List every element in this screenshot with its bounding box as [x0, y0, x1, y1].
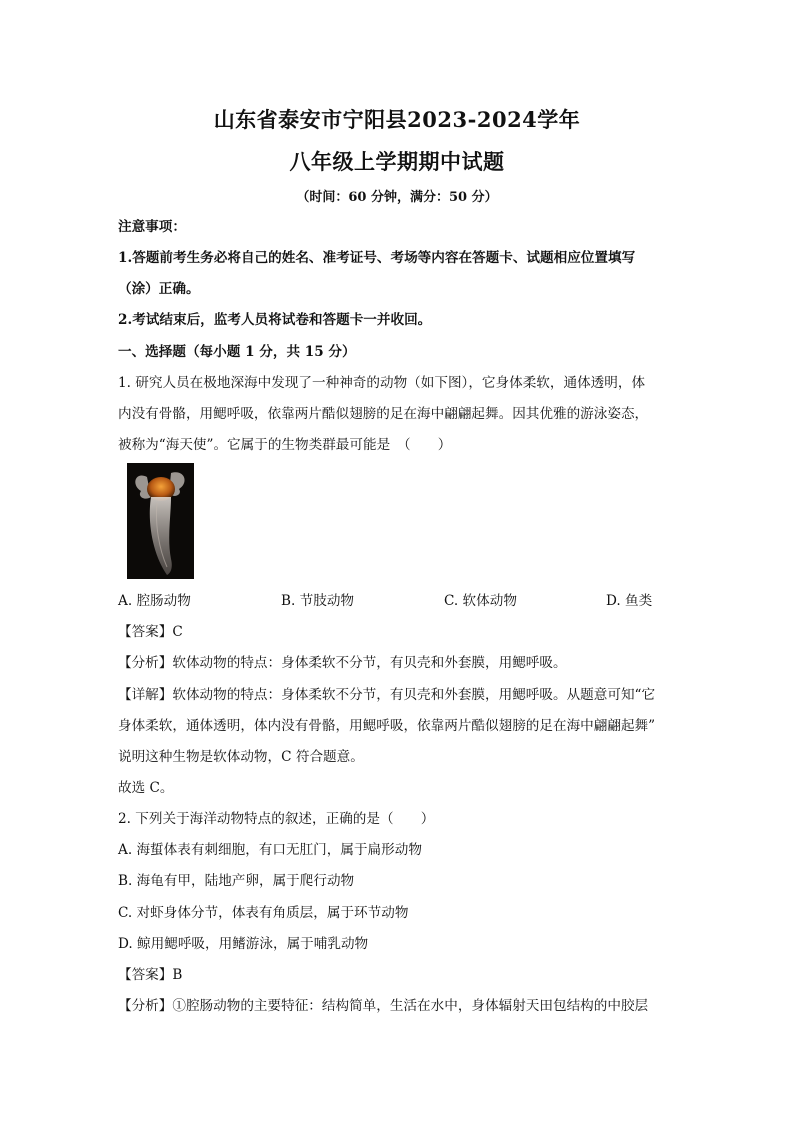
q1-stem-line2: 内没有骨骼，用鳃呼吸，依靠两片酷似翅膀的足在海中翩翩起舞。因其优雅的游泳姿态， [118, 406, 649, 422]
q2-option-d: D. 鲸用鳃呼吸，用鳍游泳，属于哺乳动物 [118, 936, 369, 952]
q1-option-b: B. 节肢动物 [281, 593, 355, 609]
q1-detail-line3: 说明这种生物是软体动物，C 符合题意。 [118, 749, 364, 765]
section-1-heading: 一、选择题（每小题 1 分，共 15 分） [118, 344, 356, 360]
notes-heading: 注意事项： [118, 219, 186, 235]
q1-detail-line1: 【详解】软体动物的特点：身体柔软不分节，有贝壳和外套膜，用鳃呼吸。从题意可知“它 [118, 687, 656, 703]
q1-conclusion: 故选 C。 [118, 780, 174, 796]
q1-option-d: D. 鱼类 [606, 593, 653, 609]
q2-option-c: C. 对虾身体分节，体表有角质层，属于环节动物 [118, 905, 409, 921]
note-item-1-line2: （涂）正确。 [118, 281, 200, 297]
sea-angel-photo [127, 463, 194, 579]
q1-stem-line1: 1. 研究人员在极地深海中发现了一种神奇的动物（如下图），它身体柔软，通体透明，体 [118, 375, 646, 391]
q1-stem-line3: 被称为“海天使”。它属于的生物类群最可能是 （ ） [118, 437, 452, 453]
q2-analysis-line1: 【分析】①腔肠动物的主要特征：结构简单，生活在水中，身体辐射天田包结构的中胶层 [118, 998, 649, 1014]
exam-title-line2: 八年级上学期期中试题 [289, 149, 505, 174]
q1-answer: 【答案】C [118, 624, 183, 640]
q1-analysis: 【分析】软体动物的特点：身体柔软不分节，有贝壳和外套膜，用鳃呼吸。 [118, 655, 567, 671]
q2-answer: 【答案】B [118, 967, 183, 983]
q1-option-a: A. 腔肠动物 [118, 593, 191, 609]
exam-info: （时间：60 分钟，满分：50 分） [296, 190, 498, 205]
q2-stem: 2. 下列关于海洋动物特点的叙述，正确的是（ ） [118, 811, 435, 827]
q2-option-b: B. 海龟有甲，陆地产卵，属于爬行动物 [118, 873, 355, 889]
note-item-2: 2.考试结束后，监考人员将试卷和答题卡一并收回。 [118, 312, 432, 328]
q2-option-a: A. 海蜇体表有刺细胞，有口无肛门，属于扁形动物 [118, 842, 422, 858]
exam-title-line1: 山东省泰安市宁阳县2023-2024学年 [213, 107, 581, 132]
sea-angel-illustration [127, 463, 194, 579]
q1-detail-line2: 身体柔软，通体透明，体内没有骨骼，用鳃呼吸，依靠两片酷似翅膀的足在海中翩翩起舞” [118, 718, 656, 734]
note-item-1-line1: 1.答题前考生务必将自己的姓名、准考证号、考场等内容在答题卡、试题相应位置填写 [118, 250, 636, 266]
q1-option-c: C. 软体动物 [444, 593, 517, 609]
